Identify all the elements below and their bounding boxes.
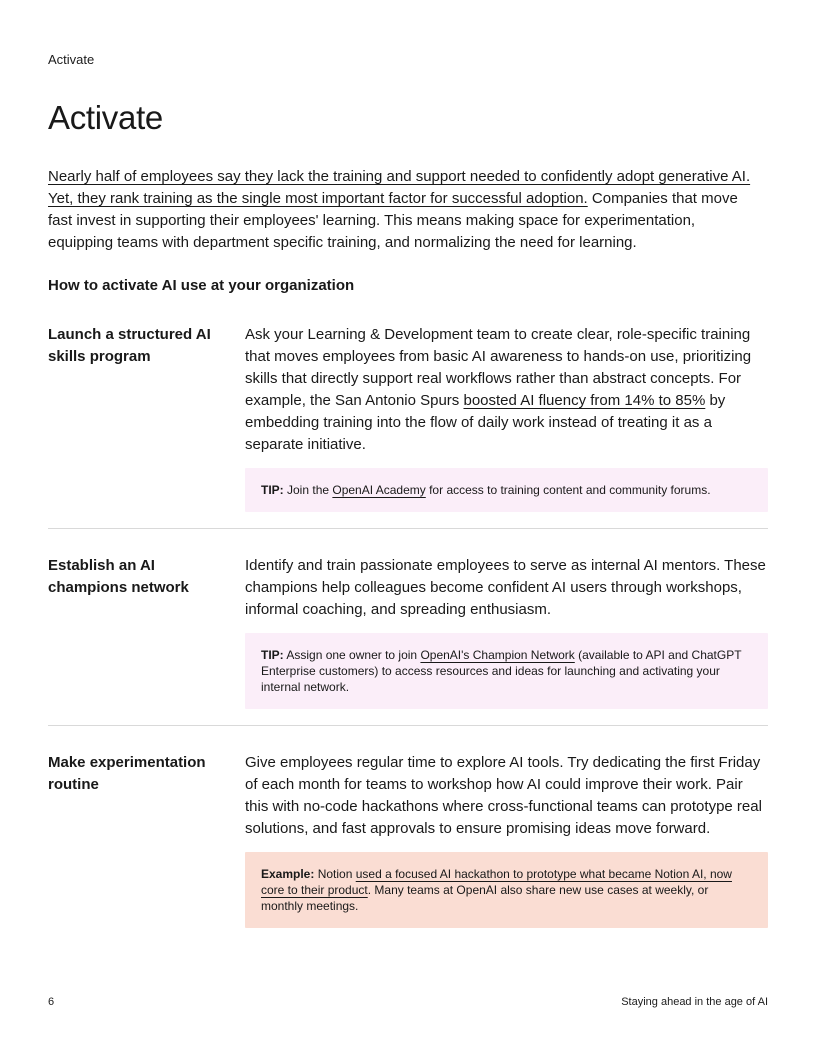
section-label: Make experimentation routine <box>48 754 206 793</box>
section-paragraph <box>245 555 768 621</box>
section-body <box>245 555 768 709</box>
section-divider <box>48 528 768 529</box>
openai-academy-link[interactable]: OpenAI Academy <box>332 483 426 497</box>
section-body <box>245 752 768 928</box>
intro-text: Companies that move fast invest in supporting their employees' learning. This means making space for experimentation, equipping teams with department specific training, and normalizing the need for learning. <box>48 190 738 251</box>
section-skills-program <box>48 324 768 512</box>
notion-hackathon-link[interactable]: used a focused AI hackathon to prototype what became Notion AI, now core to their product <box>261 867 732 897</box>
body-text: Give employees regular time to explore AI tools. Try dedicating the first Friday of each month for teams to workshop how AI could improve their work. Pair this with no-code hackathons where cross-functional teams can prototype real solutions, and fast approvals to ensure promising ideas move forward. <box>245 754 762 837</box>
tip-callout <box>245 633 768 709</box>
section-experimentation-routine <box>48 752 768 928</box>
page-footer <box>48 995 768 1009</box>
example-text-block <box>261 866 752 914</box>
champion-network-link[interactable]: OpenAI's Champion Network <box>420 648 575 662</box>
section-divider <box>48 725 768 726</box>
tip-callout <box>245 468 768 512</box>
breadcrumb: Activate <box>48 52 95 67</box>
example-text: Notion <box>314 867 356 881</box>
body-text: Identify and train passionate employees to serve as internal AI mentors. These champions help colleagues become confident AI users through workshops, informal coaching, and spreading enthusiasm. <box>245 557 766 618</box>
page-title: Activate <box>48 99 163 136</box>
section-paragraph <box>245 752 768 840</box>
section-body <box>245 324 768 512</box>
how-to-heading: How to activate AI use at your organization <box>48 277 355 294</box>
example-text: . Many teams at OpenAI also share new use cases at weekly, or monthly meetings. <box>261 883 709 913</box>
tip-text-block <box>261 482 752 498</box>
section-label: Launch a structured AI skills program <box>48 326 211 365</box>
section-champions-network <box>48 555 768 709</box>
body-text: by embedding training into the flow of daily work instead of treating it as a separate initiative. <box>245 392 726 453</box>
tip-label: TIP: <box>261 648 284 662</box>
example-callout <box>245 852 768 928</box>
footer-doc-title: Staying ahead in the age of AI <box>621 996 768 1008</box>
tip-text: for access to training content and community forums. <box>425 483 711 497</box>
example-label: Example: <box>261 867 315 881</box>
tip-text: Join the <box>283 483 333 497</box>
page-number: 6 <box>48 996 55 1008</box>
section-paragraph <box>245 324 768 456</box>
training-stat-link[interactable]: Nearly half of employees say they lack the training and support needed to confidently adopt generative AI. Yet, they rank training as the single most important factor for successful adoption. <box>48 168 751 207</box>
body-text: Ask your Learning & Development team to create clear, role-specific training that moves employees from basic AI awareness to hands-on use, prioritizing skills that directly support real workflows rather than abstract concepts. For example, the San Antonio Spurs <box>245 326 752 409</box>
section-label: Establish an AI champions network <box>48 557 189 596</box>
tip-text: (available to API and ChatGPT Enterprise customers) to access resources and ideas for launching and activating your internal network. <box>261 648 742 694</box>
intro-paragraph <box>48 166 752 254</box>
spurs-fluency-link[interactable]: boosted AI fluency from 14% to 85% <box>463 392 706 409</box>
tip-text-block <box>261 647 752 695</box>
tip-text: Assign one owner to join <box>283 648 421 662</box>
tip-label: TIP: <box>261 483 284 497</box>
